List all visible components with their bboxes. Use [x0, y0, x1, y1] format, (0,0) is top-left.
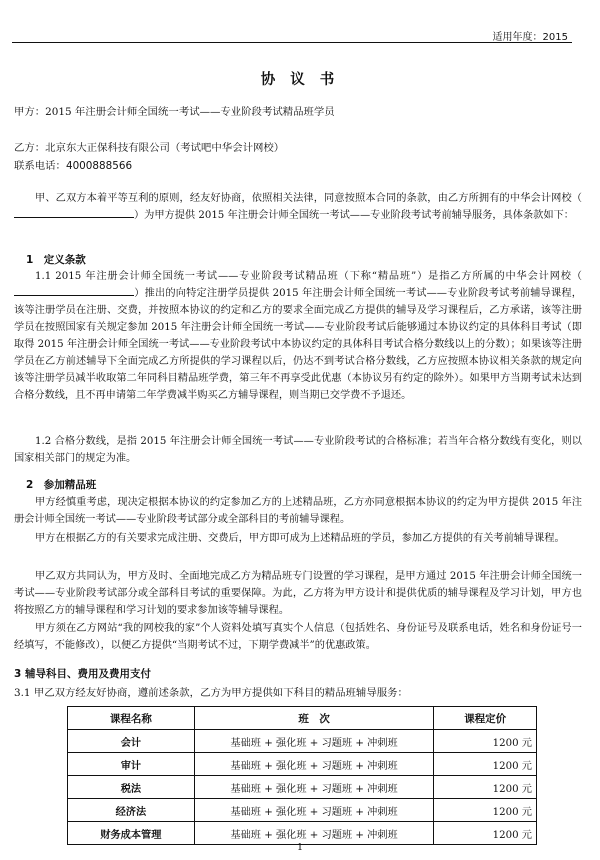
price-cell: 1200 元 [434, 730, 537, 753]
table-row [68, 799, 537, 822]
section-2-para-1: 甲方经慎重考虑，现决定根据本协议的约定参加乙方的上述精品班，乙方亦同意根据本协议的约定为甲方提供 2015 年注册会计师全国统一考试——专业阶段考试部分或全部科目的考前辅导课程。 [14, 497, 582, 525]
table-row [68, 730, 537, 753]
clause-1-2: 1.2 合格分数线，是指 2015 年注册会计师全国统一考试——专业阶段考试的合格标准；若当年合格分数线有变化，则以国家相关部门的规定为准。 [14, 436, 582, 464]
price-cell: 1200 元 [434, 753, 537, 776]
phone-number: 4000888566 [65, 160, 133, 172]
page-number: 1 [296, 842, 304, 853]
header-course-price: 课程定价 [434, 707, 537, 730]
class-type-cell: 基础班 + 强化班 + 习题班 + 冲刺班 [194, 822, 434, 845]
price-cell: 1200 元 [434, 822, 537, 845]
section-2-para-3: 甲乙双方共同认为，甲方及时、全面地完成乙方为精品班专门设置的学习课程，是甲方通过 2015 年注册会计师全国统一考试——专业阶段考试部分或全部科目考试的重要保障。为此，乙方将为甲方设计和提供优质的辅导课程及学习计划，甲方也将按照乙方的辅导课程和学习计划的要求参加该等辅导课程。 [14, 571, 582, 616]
clause-3-1: 3.1 甲乙双方经友好协商，遵前述条款，乙方为甲方提供如下科目的精品班辅导服务： [14, 687, 408, 699]
section-2-heading: 2 参加精品班 [26, 479, 97, 491]
table-row [68, 753, 537, 776]
class-type-cell: 基础班 + 强化班 + 习题班 + 冲刺班 [194, 753, 434, 776]
table-row [68, 776, 537, 799]
section-2-para-4: 甲方须在乙方网站“我的网校我的家”个人资料处填写真实个人信息（包括姓名、身份证号及联系电话，姓名和身份证号一经填写，不能修改），以便乙方提供“当期考试不过，下期学费减半”的优惠政策。 [14, 623, 582, 651]
price-cell: 1200 元 [434, 776, 537, 799]
document-title: 协 议 书 [260, 72, 340, 88]
phone-line [14, 157, 132, 172]
class-type-cell: 基础班 + 强化班 + 习题班 + 冲刺班 [194, 730, 434, 753]
intro-text-1: 甲、乙双方本着平等互利的原则，经友好协商，依照相关法律，同意按照本合同的条款，由乙方所拥有的中华会计网校（ [35, 193, 582, 204]
intro-text-2: ）为甲方提供 2015 年注册会计师全国统一考试——专业阶段考试考前辅导服务，具体条款如下： [134, 210, 574, 221]
price-cell: 1200 元 [434, 799, 537, 822]
clause-school-blank[interactable] [14, 285, 134, 296]
table-header-row [68, 707, 537, 730]
course-fee-table [67, 706, 537, 845]
course-name-cell: 税法 [68, 776, 195, 799]
course-name-cell: 财务成本管理 [68, 822, 195, 845]
course-name-cell: 审计 [68, 753, 195, 776]
clause-1-1 [14, 268, 582, 404]
intro-paragraph [14, 190, 582, 224]
section-2-para-2: 甲方在根据乙方的有关要求完成注册、交费后，甲方即可成为上述精品班的学员，参加乙方提供的有关考前辅导课程。 [35, 533, 565, 544]
section-1-heading: 1 定义条款 [26, 254, 86, 266]
party-b-line: 乙方：北京东大正保科技有限公司（考试吧中华会计网校） [14, 142, 285, 154]
clause-1-1-text-1: 1.1 2015 年注册会计师全国统一考试——专业阶段考试精品班（下称“精品班”）是指乙方所属的中华会计网校（ [35, 271, 582, 282]
header-rule [12, 42, 572, 43]
section-3-heading: 3 辅导科目、费用及费用支付 [14, 668, 151, 680]
class-type-cell: 基础班 + 强化班 + 习题班 + 冲刺班 [194, 776, 434, 799]
class-type-cell: 基础班 + 强化班 + 习题班 + 冲刺班 [194, 799, 434, 822]
phone-label: 联系电话： [14, 160, 66, 172]
header-course-name: 课程名称 [68, 707, 195, 730]
party-a-line: 甲方：2015 年注册会计师全国统一考试——专业阶段考试精品班学员 [14, 106, 335, 118]
applicable-year-label: 适用年度：2015 [492, 32, 568, 43]
course-name-cell: 会计 [68, 730, 195, 753]
header-class-type: 班 次 [194, 707, 434, 730]
clause-1-1-text-2: ）推出的向特定注册学员提供 2015 年注册会计师全国统一考试——专业阶段考试考前辅导课程，该等注册学员在注册、交费，并按照本协议的约定和乙方的要求全面完成乙方提供的辅导及学习课程后，乙方承诺，该等注册学员在按照国家有关规定参加 2015 年注册会计师全国统一考试——专业阶段考试后能够通过本协议约定的具体科目考试（即取得 2015 年注册会计师全国统一考试——专业阶段考试中本协议约定的具体科目考试合格分数线以上的分数）；如果该等注册学员在乙方前述辅导下全面完成乙方所提供的学习课程以后，仍达不到考试合格分数线，乙方应按照本协议相关条款的规定向该等注册学员减半收取第二年同科目精品班学费，第三年不再享受此优惠（本协议另有约定的除外）。如果甲方当期考试未达到合格分数线，且不再申请第二年学费减半购买乙方辅导课程，则当期已交学费不予退还。 [14, 288, 582, 401]
school-name-blank[interactable] [14, 207, 134, 218]
course-name-cell: 经济法 [68, 799, 195, 822]
